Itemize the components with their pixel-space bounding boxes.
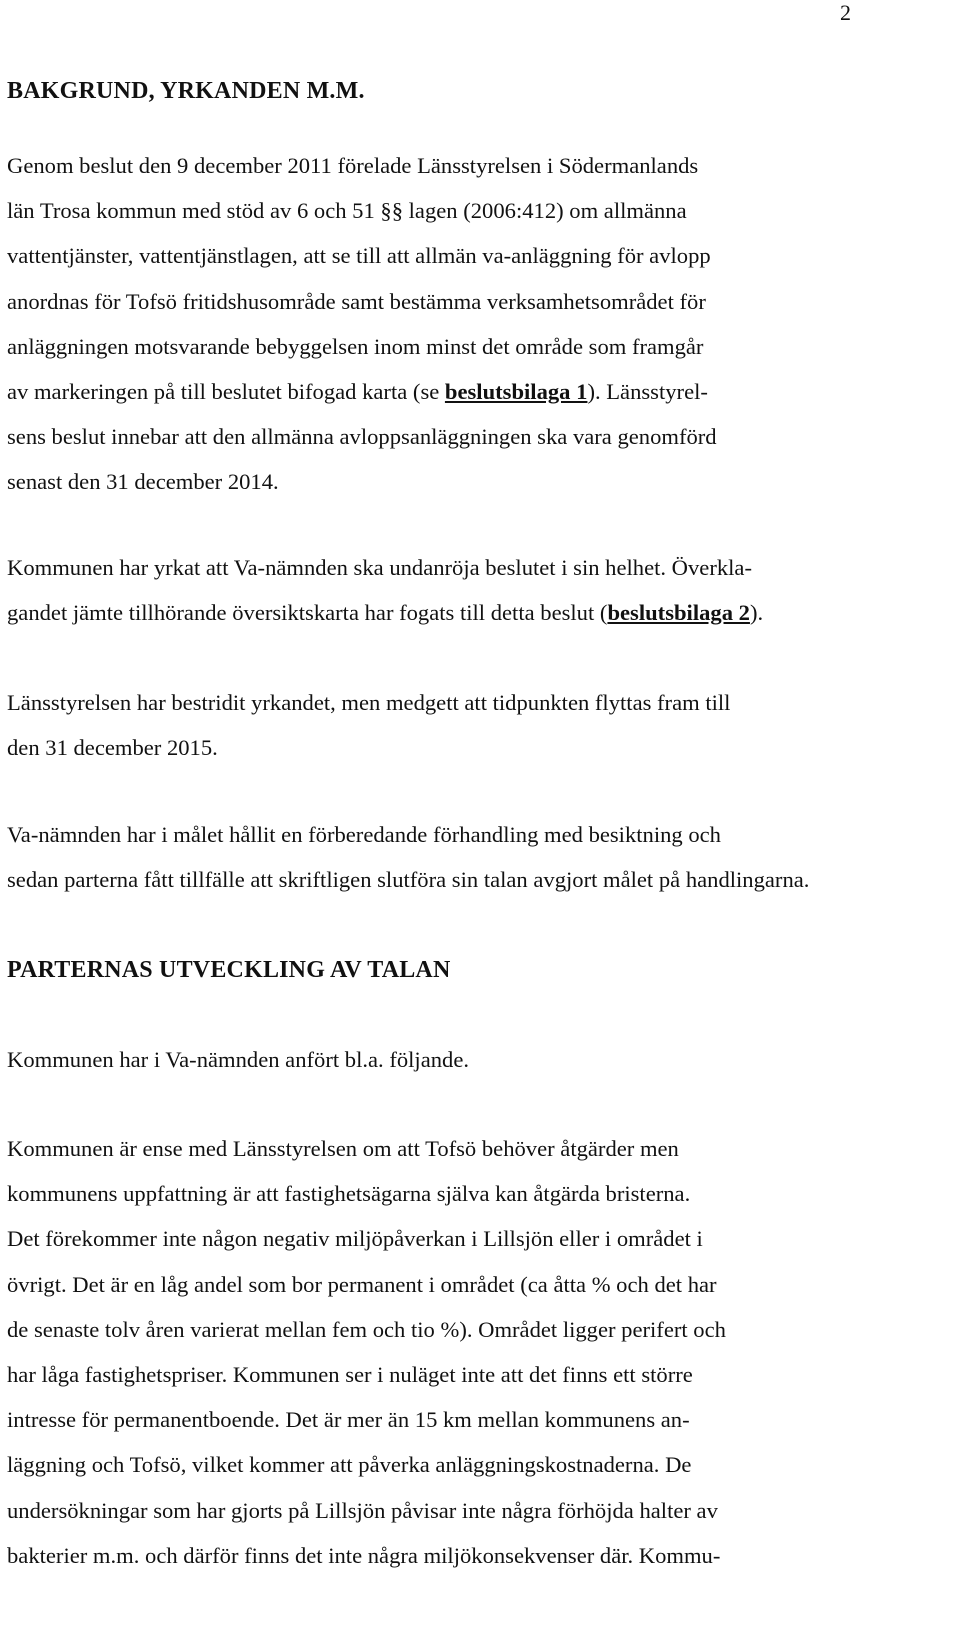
paragraph-county-response <box>7 680 947 770</box>
appendix-reference-2: beslutsbilaga 2 <box>607 600 750 626</box>
paragraph-appeal <box>7 545 947 635</box>
text-segment: ). Länsstyrel- <box>587 378 708 404</box>
text-line: anläggningen motsvarande bebyggelsen inom minst det område som framgår <box>7 333 704 359</box>
text-line: läggning och Tofsö, vilket kommer att påverka anläggningskostnaderna. De <box>7 1452 692 1478</box>
text-line: Länsstyrelsen har bestridit yrkandet, men medgett att tidpunkten flyttas fram till <box>7 690 731 715</box>
text-line: den 31 december 2015. <box>7 735 218 761</box>
text-line: sedan parterna fått tillfälle att skriftligen slutföra sin talan avgjort målet på handlingarna. <box>7 867 810 893</box>
text-line: har låga fastighetspriser. Kommunen ser i nuläget inte att det finns ett större <box>7 1361 693 1387</box>
text-line: undersökningar som har gjorts på Lillsjön påvisar inte några förhöjda halter av <box>7 1497 718 1523</box>
text-line: län Trosa kommun med stöd av 6 och 51 §§ lagen (2006:412) om allmänna <box>7 198 687 224</box>
text-line: bakterier m.m. och därför finns det inte några miljökonsekvenser där. Kommu- <box>7 1542 721 1568</box>
text-line <box>7 590 947 635</box>
text-line: de senaste tolv åren varierat mellan fem och tio %). Området ligger perifert och <box>7 1316 726 1342</box>
text-line: intresse för permanentboende. Det är mer än 15 km mellan kommunens an- <box>7 1407 690 1433</box>
paragraph-municipality-argument <box>7 1126 947 1578</box>
text-line: vattentjänster, vattentjänstlagen, att se till att allmän va-anläggning för avlopp <box>7 243 711 269</box>
text-line: Kommunen är ense med Länsstyrelsen om att Tofsö behöver åtgärder men <box>7 1136 679 1161</box>
page-number: 2 <box>840 0 851 25</box>
text-line: Det förekommer inte någon negativ miljöpåverkan i Lillsjön eller i området i <box>7 1226 703 1252</box>
text-line: senast den 31 december 2014. <box>7 469 279 495</box>
text-line: Genom beslut den 9 december 2011 förelade Länsstyrelsen i Södermanlands <box>7 153 699 178</box>
appendix-reference-1: beslutsbilaga 1 <box>444 378 588 404</box>
text-line: Kommunen har yrkat att Va-nämnden ska undanröja beslutet i sin helhet. Överkla- <box>7 555 752 580</box>
paragraph-proceedings <box>7 812 947 902</box>
text-segment: gandet jämte tillhörande översiktskarta har fogats till detta beslut ( <box>7 600 608 626</box>
text-segment: ). <box>749 600 764 626</box>
text-line: kommunens uppfattning är att fastighetsägarna själva kan åtgärda bristerna. <box>7 1181 691 1207</box>
text-line: övrigt. Det är en låg andel som bor permanent i området (ca åtta % och det har <box>7 1271 717 1297</box>
text-line: Va-nämnden har i målet hållit en förberedande förhandling med besiktning och <box>7 822 721 847</box>
text-line: sens beslut innebar att den allmänna avloppsanläggningen ska vara genomförd <box>7 424 717 450</box>
section-heading-background: BAKGRUND, YRKANDEN M.M. <box>7 78 365 104</box>
paragraph-intro <box>7 1037 947 1082</box>
section-heading-parties: PARTERNAS UTVECKLING AV TALAN <box>7 957 451 983</box>
text-line: anordnas för Tofsö fritidshusområde samt bestämma verksamhetsområdet för <box>7 288 706 314</box>
text-line: Kommunen har i Va-nämnden anfört bl.a. följande. <box>7 1047 469 1072</box>
paragraph-decision <box>7 143 947 505</box>
text-line <box>7 369 947 414</box>
text-segment: av markeringen på till beslutet bifogad karta (se <box>7 378 445 404</box>
